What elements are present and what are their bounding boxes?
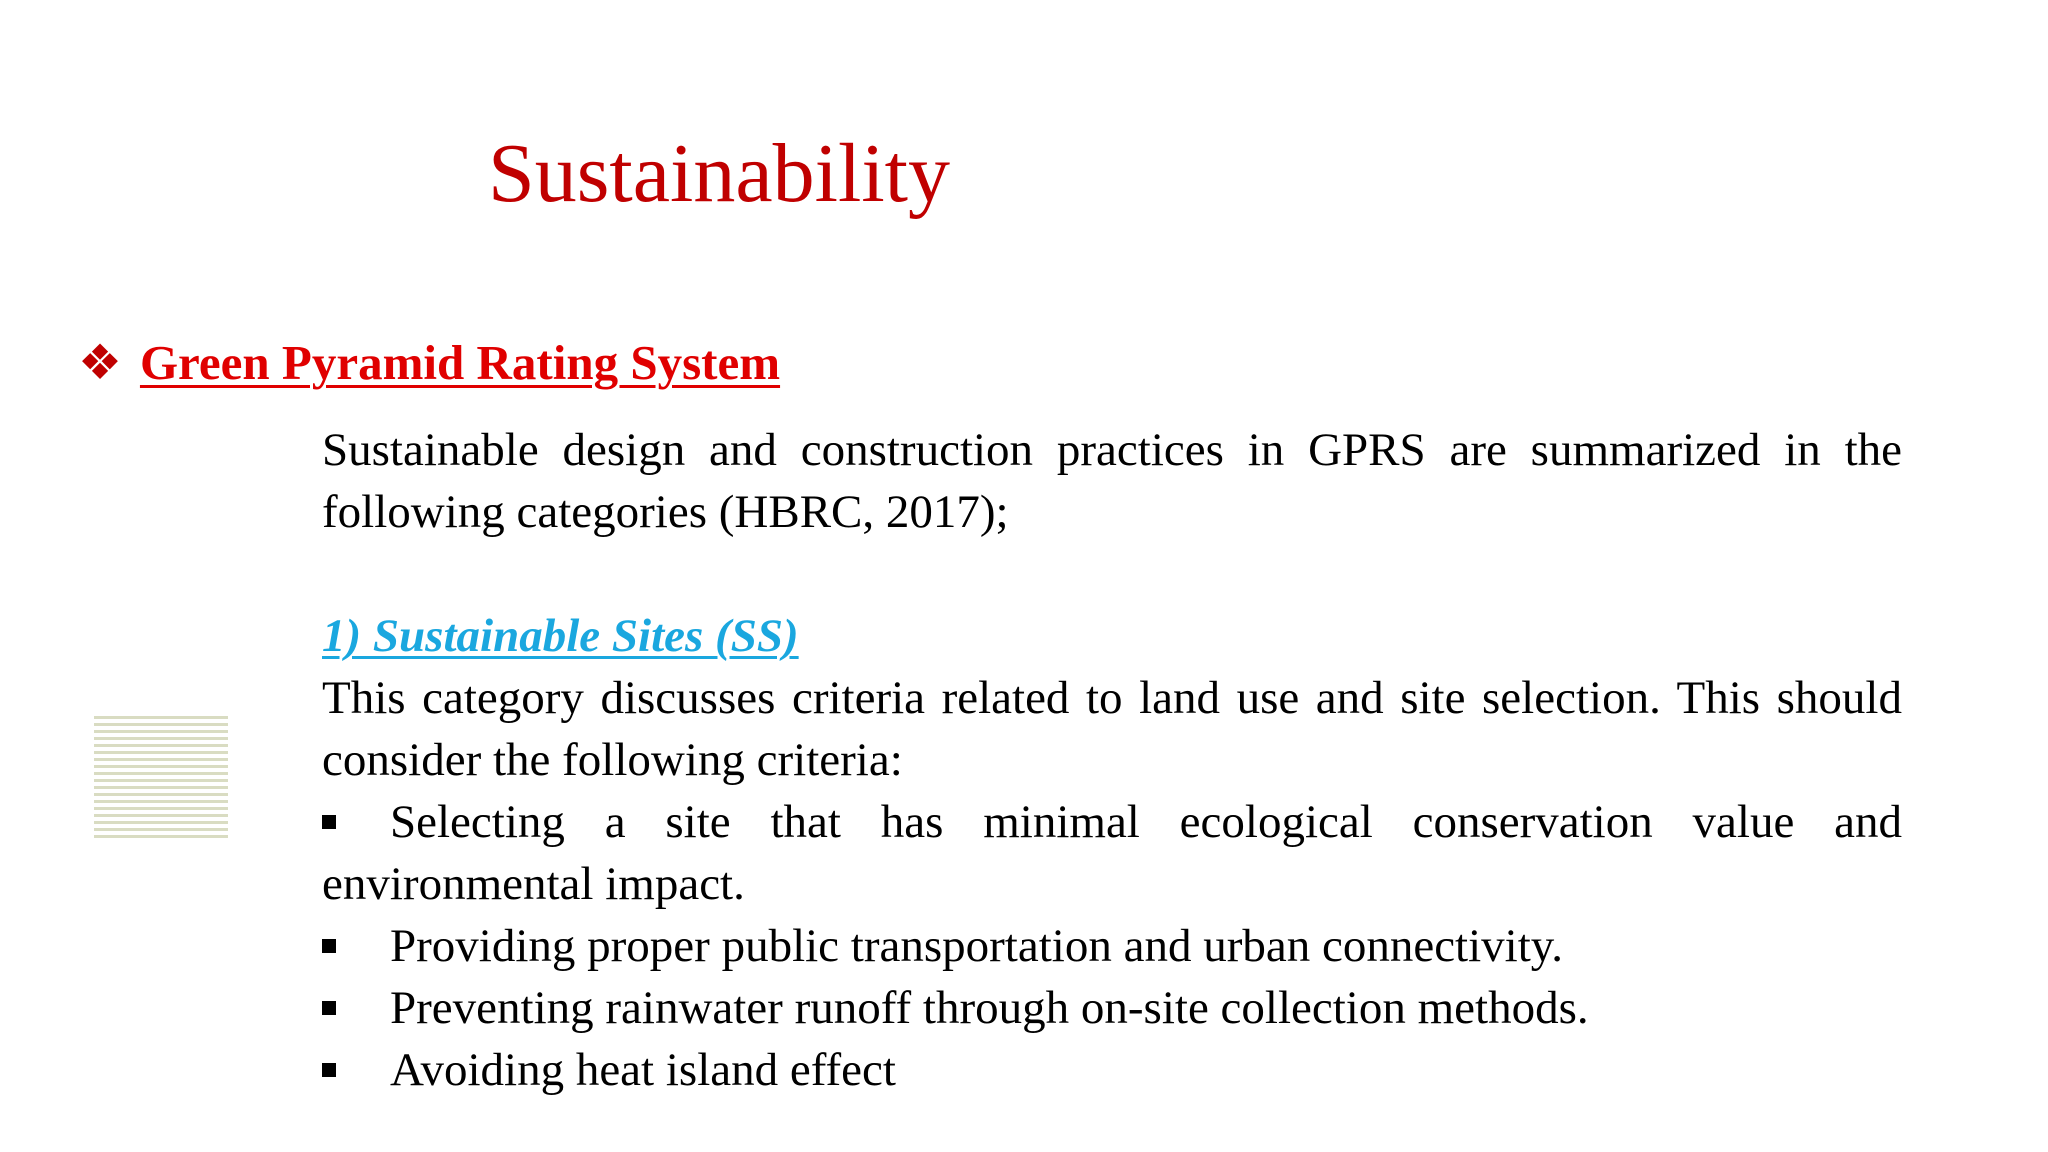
list-item	[322, 977, 1902, 1039]
four-diamond-bullet-icon: ❖	[78, 335, 122, 390]
section-heading	[78, 334, 780, 393]
square-bullet-icon	[322, 939, 336, 953]
intro-paragraph: Sustainable design and construction practices in GPRS are summarized in the following categories (HBRC, 2017);	[322, 424, 1902, 538]
square-bullet-icon	[322, 815, 336, 829]
list-item	[322, 915, 1902, 977]
section-heading-text: Green Pyramid Rating System	[139, 335, 781, 390]
content-body	[322, 419, 1902, 1101]
criteria-list	[322, 791, 1902, 1101]
paragraph-spacer	[322, 543, 1902, 605]
square-bullet-icon	[322, 1001, 336, 1015]
slide-title: Sustainability	[488, 127, 950, 220]
square-bullet-icon	[322, 1063, 336, 1077]
list-item-text: Preventing rainwater runoff through on-site collection methods.	[390, 982, 1589, 1034]
category-heading: 1) Sustainable Sites (SS)	[322, 610, 799, 662]
list-item-text: Providing proper public transportation and urban connectivity.	[390, 920, 1563, 972]
list-item-text: Selecting a site that has minimal ecological conservation value and environmental impact.	[322, 796, 1902, 910]
category-description: This category discusses criteria related to land use and site selection. This should consider the following criteria:	[322, 672, 1902, 786]
list-item-text: Avoiding heat island effect	[390, 1044, 896, 1096]
list-item	[322, 791, 1902, 915]
list-item	[322, 1039, 1902, 1101]
decorative-lines	[94, 716, 228, 838]
